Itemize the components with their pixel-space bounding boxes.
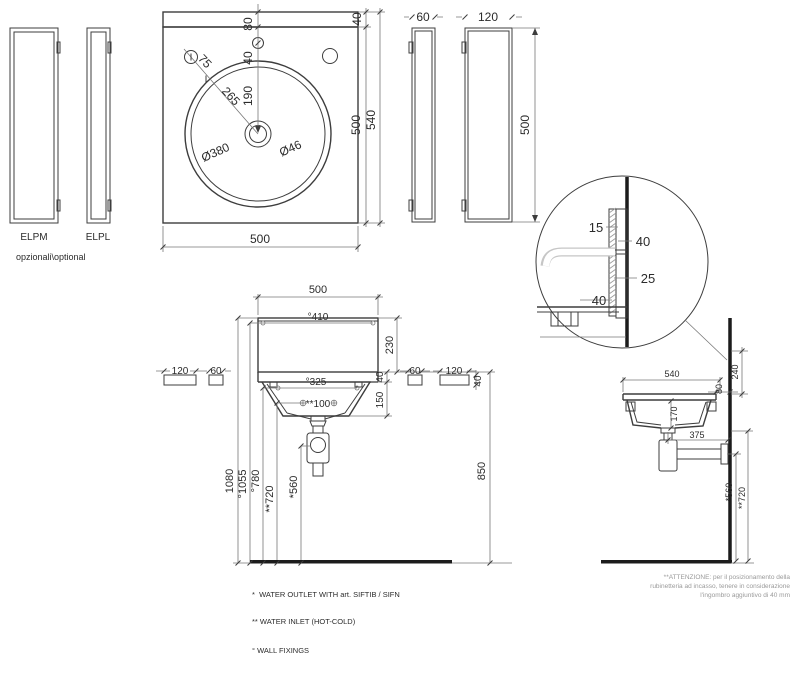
- dim-panel-height: 500: [518, 114, 532, 136]
- dim-detail-lower-offset: 40: [591, 293, 607, 308]
- dim-plan-hole-to-center: 190: [241, 85, 255, 107]
- attention-note: [650, 573, 790, 600]
- dim-plan-hole-from-ledge: 40: [241, 51, 255, 65]
- dim-front-panel-thickness: 40: [473, 375, 484, 387]
- dim-plan-bowl-diameter: Ø380: [199, 139, 232, 165]
- dim-plan-inner-depth: 500: [349, 114, 363, 136]
- attention-note-line3: l'ingombro aggiuntivo di 40 mm: [700, 592, 790, 599]
- attention-note-line1: **ATTENZIONE: per il posizionamento della: [663, 574, 790, 581]
- dim-detail-slot-length: 25: [640, 271, 656, 286]
- detail-view: [536, 176, 727, 360]
- dim-plan-drain-diameter: Ø46: [277, 137, 304, 160]
- dim-front-fixings-span: °410: [307, 312, 329, 323]
- optional-panels-side-view: [404, 10, 540, 222]
- dim-front-panel-inner-right: 60: [409, 366, 421, 377]
- dim-side-above-rim: 240: [730, 364, 740, 380]
- legend-water-outlet: * WATER OUTLET WITH art. SIFTIB / SIFN: [252, 590, 400, 599]
- dim-plan-hole-from-edge: 80: [241, 17, 255, 31]
- plan-view: [161, 4, 386, 252]
- side-elevation-view: [601, 318, 754, 564]
- dim-front-inlets-span: **100: [305, 399, 331, 410]
- legend-water-inlet: ** WATER INLET (HOT-COLD): [252, 617, 356, 626]
- dim-plan-width: 500: [249, 232, 271, 246]
- dim-front-upper-fixings-height: °1055: [237, 469, 249, 499]
- detail-circle: [536, 176, 708, 348]
- attention-note-line2: rubinetteria ad incasso, tenere in considerazione: [650, 583, 790, 590]
- dim-front-width: 500: [308, 284, 328, 296]
- dim-plan-side-hole-inset: 75: [195, 51, 215, 71]
- dim-front-panel-inner-left: 60: [210, 366, 222, 377]
- dim-plan-ledge-depth: 40: [350, 12, 364, 26]
- dim-side-bowl-depth: 170: [669, 406, 679, 422]
- dim-side-drain-from-wall: 375: [689, 430, 705, 440]
- dim-front-bowl-height: 150: [375, 391, 386, 409]
- dim-detail-upper-offset: 40: [635, 234, 651, 249]
- dim-side-wall-gap: 80: [714, 383, 724, 395]
- legend: [252, 572, 400, 673]
- dim-front-lower-fixings-span: °325: [305, 377, 327, 388]
- dim-front-rim-thickness: 40: [375, 371, 386, 383]
- dim-panel-wide-width: 120: [477, 10, 499, 24]
- dim-front-total-height: 1080: [224, 468, 236, 494]
- dim-plan-side-hole-to-center: 265: [218, 84, 243, 109]
- dim-front-panel-outer-right: 120: [445, 366, 463, 377]
- dim-detail-bracket-width: 15: [588, 220, 604, 235]
- dim-plan-total-depth: 540: [364, 109, 378, 131]
- panel-elpm-label: ELPM: [20, 232, 48, 243]
- dim-front-backsplash-height: 230: [384, 335, 396, 355]
- dim-side-inlet-height: **720: [737, 486, 747, 510]
- dim-front-panel-outer-left: 120: [171, 366, 189, 377]
- dim-front-inlet-height: **720: [264, 485, 276, 513]
- front-elevation-view: [156, 284, 512, 566]
- optional-caption: opzionali\optional: [16, 252, 86, 262]
- dim-side-depth: 540: [664, 369, 680, 379]
- detail-leader-line: [685, 320, 727, 360]
- dim-panel-narrow-width: 60: [416, 10, 430, 24]
- dim-front-lower-fixings-height: °780: [250, 469, 262, 493]
- dim-front-rim-from-floor: 850: [476, 461, 488, 481]
- dim-side-outlet-height: *560: [724, 482, 734, 502]
- panel-elpl-label: ELPL: [85, 232, 111, 243]
- dim-front-outlet-height: *560: [288, 475, 300, 499]
- optional-panels-front-view: [10, 28, 111, 262]
- legend-wall-fixings: ° WALL FIXINGS: [252, 646, 310, 655]
